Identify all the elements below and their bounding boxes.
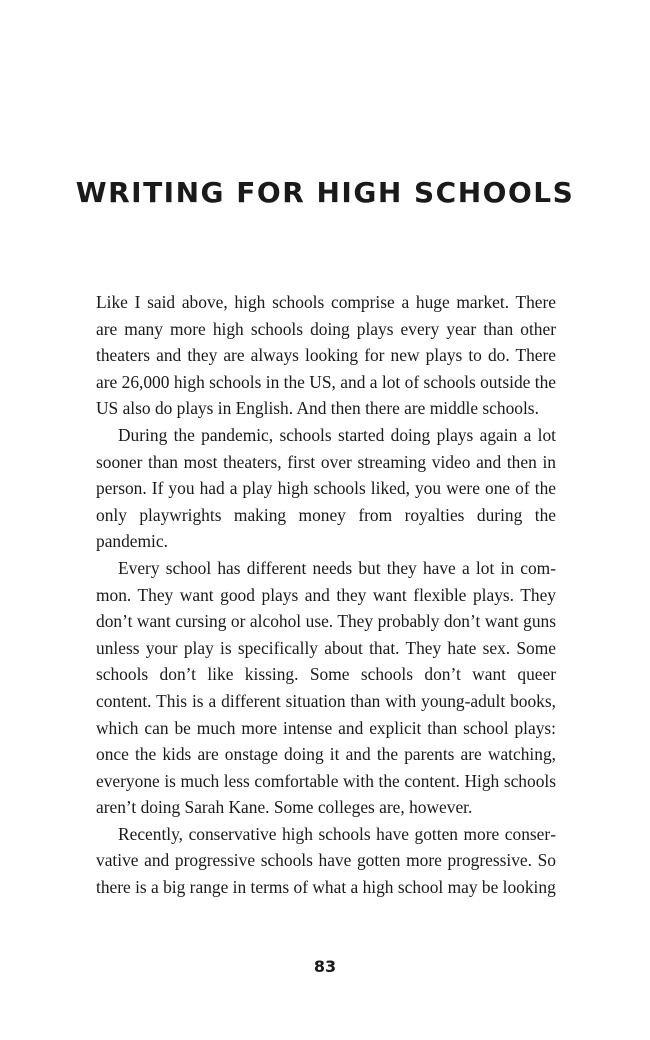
paragraph: Like I said above, high schools comprise a huge market. There are many more high schools doing plays every year than other theaters and they are always looking for new plays to do. There are 26,000 high schools in the US, and a lot of schools outside the US also do plays in English. And then there are middle schools. — [96, 292, 556, 419]
paragraph: Recently, conservative high schools have gotten more conservative and progressive schools have gotten more progressive. So there is a big range in terms of what a high school may be looking — [96, 823, 556, 898]
paragraph: Every school has different needs but they have a lot in common. They want good plays and they want flexible plays. They don’t want cursing or alcohol use. They probably don’t want guns unless your play is specifically about that. They hate sex. Some schools don’t like kissing. Some schools don’t want queer content. This is a different situation than with young-adult books, which can be much more intense and explicit than school plays: once the kids are onstage doing it and the parents are watching, everyone is much less comfortable with the content. High schools aren’t doing Sarah Kane. Some colleges are, however. — [96, 557, 556, 818]
body-text — [96, 289, 556, 901]
paragraph: During the pandemic, schools started doing plays again a lot sooner than most theaters, first over streaming video and then in person. If you had a play high schools liked, you were one of the only playwrights making money from royalties during the pandemic. — [96, 424, 556, 552]
chapter-title: WRITING FOR HIGH SCHOOLS — [75, 176, 575, 209]
page-number: 83 — [313, 957, 337, 976]
